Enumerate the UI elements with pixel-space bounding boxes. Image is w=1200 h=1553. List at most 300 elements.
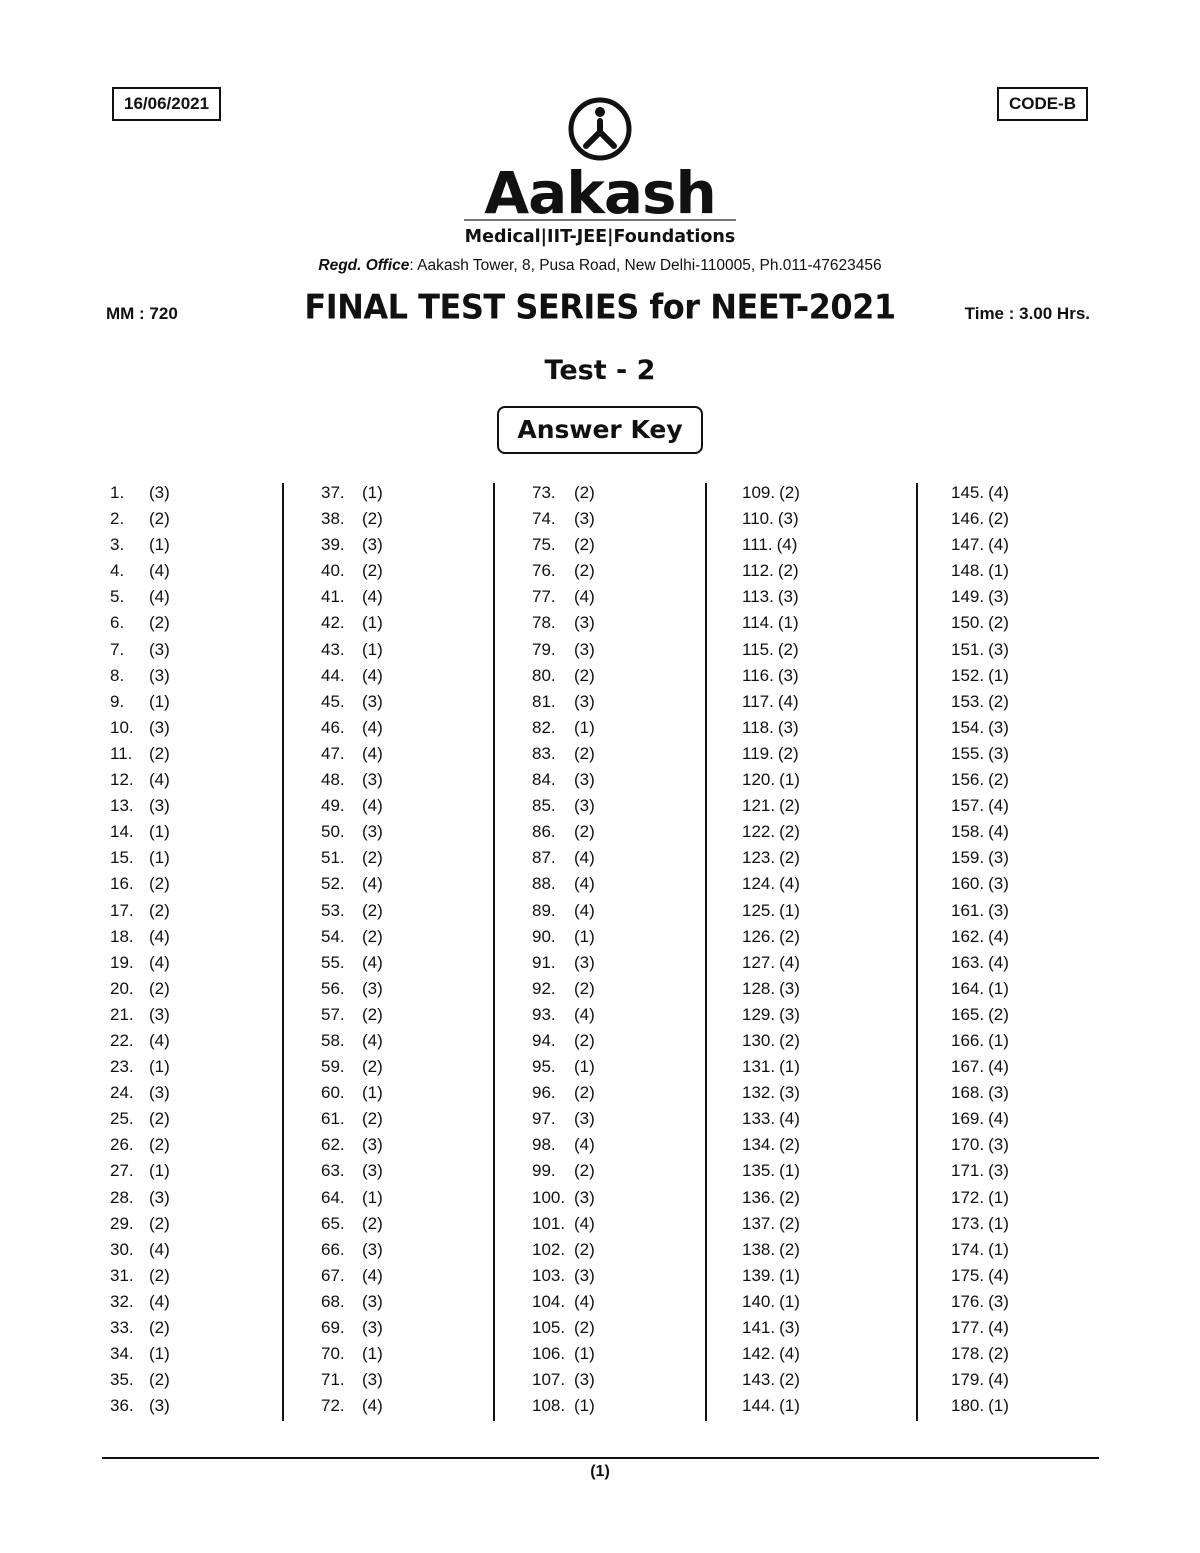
question-number: 135. xyxy=(742,1161,776,1181)
answer-row xyxy=(532,1054,595,1080)
answer-row xyxy=(951,715,1009,741)
answer-option: (2) xyxy=(779,1213,800,1233)
question-number: 26. xyxy=(110,1135,134,1155)
answer-row xyxy=(321,1106,383,1132)
answer-row xyxy=(951,610,1009,636)
question-number: 14. xyxy=(110,822,134,842)
question-number: 45. xyxy=(321,691,345,711)
answer-row xyxy=(532,767,595,793)
answer-option: (1) xyxy=(779,1291,800,1311)
answer-option: (3) xyxy=(988,1135,1009,1155)
question-number: 63. xyxy=(321,1161,345,1181)
logo-tagline: Medical|IIT-JEE|Foundations xyxy=(464,227,736,247)
answer-row xyxy=(110,1211,170,1237)
answer-option: (1) xyxy=(362,1083,383,1103)
answer-row xyxy=(110,1080,170,1106)
answer-row xyxy=(110,1263,170,1289)
question-number: 69. xyxy=(321,1318,345,1337)
question-number: 144. xyxy=(742,1396,776,1416)
answer-option: (4) xyxy=(149,770,170,790)
answer-option: (2) xyxy=(988,509,1009,529)
question-number: 8. xyxy=(110,665,125,685)
answer-option: (3) xyxy=(149,639,170,659)
answer-option: (2) xyxy=(574,1161,595,1181)
answer-row xyxy=(951,1185,1009,1211)
answer-row xyxy=(321,871,383,897)
answer-row xyxy=(951,532,1009,558)
answer-option: (3) xyxy=(779,1083,800,1103)
answer-row xyxy=(321,819,383,845)
answer-row xyxy=(321,793,383,819)
answer-option: (2) xyxy=(779,1030,800,1050)
answer-option: (3) xyxy=(362,822,383,842)
question-number: 41. xyxy=(321,587,345,607)
question-number: 29. xyxy=(110,1213,134,1233)
answer-option: (3) xyxy=(574,796,595,816)
answer-option: (4) xyxy=(574,874,595,894)
question-number: 18. xyxy=(110,926,134,946)
answer-row xyxy=(532,1315,595,1341)
answer-option: (2) xyxy=(149,1213,170,1233)
question-number: 161. xyxy=(951,900,985,920)
question-number: 179. xyxy=(951,1370,985,1390)
answer-row xyxy=(951,1028,1009,1054)
answer-row xyxy=(110,715,170,741)
question-number: 162. xyxy=(951,926,985,946)
answer-option: (3) xyxy=(362,1318,383,1337)
question-number: 74. xyxy=(532,509,556,529)
answer-option: (2) xyxy=(574,1318,595,1337)
answer-option: (3) xyxy=(988,1161,1009,1181)
answer-row xyxy=(321,637,383,663)
answer-row xyxy=(742,1315,800,1341)
answer-row xyxy=(110,689,170,715)
answer-row xyxy=(321,1080,383,1106)
question-number: 127. xyxy=(742,952,776,972)
test-title: Test - 2 xyxy=(544,355,656,386)
answer-row xyxy=(532,1237,595,1263)
answer-row xyxy=(532,610,595,636)
answer-row xyxy=(321,1341,383,1367)
question-number: 54. xyxy=(321,926,345,946)
answer-option: (2) xyxy=(362,900,383,920)
answer-row xyxy=(532,1185,595,1211)
answer-option: (4) xyxy=(779,952,800,972)
question-number: 51. xyxy=(321,848,345,868)
answer-option: (3) xyxy=(574,691,595,711)
answer-row xyxy=(110,1393,170,1419)
page-number: (1) xyxy=(590,1463,610,1480)
answer-row xyxy=(321,845,383,871)
answer-option: (1) xyxy=(362,639,383,659)
column-divider xyxy=(282,483,284,1421)
answer-option: (2) xyxy=(362,1109,383,1129)
answer-row xyxy=(951,1263,1009,1289)
question-number: 21. xyxy=(110,1004,134,1024)
question-number: 79. xyxy=(532,639,556,659)
question-number: 60. xyxy=(321,1083,345,1103)
answer-option: (3) xyxy=(362,770,383,790)
answer-row xyxy=(742,950,800,976)
question-number: 153. xyxy=(951,691,985,711)
aakash-emblem-icon xyxy=(571,100,629,158)
answer-option: (2) xyxy=(988,613,1009,633)
answer-row xyxy=(110,1002,170,1028)
answer-row xyxy=(951,819,1009,845)
answer-option: (4) xyxy=(362,743,383,763)
answer-option: (2) xyxy=(362,509,383,529)
question-number: 142. xyxy=(742,1344,776,1364)
answer-row xyxy=(951,976,1009,1002)
question-number: 65. xyxy=(321,1213,345,1233)
answer-row xyxy=(532,584,595,610)
answer-row xyxy=(532,898,595,924)
answer-row xyxy=(951,1002,1009,1028)
answer-row xyxy=(110,1106,170,1132)
answer-option: (4) xyxy=(988,796,1009,816)
answer-option: (2) xyxy=(779,926,800,946)
question-number: 36. xyxy=(110,1396,134,1416)
answer-option: (2) xyxy=(574,822,595,842)
answer-option: (2) xyxy=(362,561,383,581)
answer-row xyxy=(532,1080,595,1106)
answer-option: (2) xyxy=(574,1239,595,1259)
answer-row xyxy=(742,1080,800,1106)
question-number: 129. xyxy=(742,1004,776,1024)
answer-option: (3) xyxy=(574,770,595,790)
question-number: 23. xyxy=(110,1057,134,1077)
question-number: 143. xyxy=(742,1370,776,1390)
answer-option: (4) xyxy=(574,848,595,868)
answer-row xyxy=(742,689,800,715)
answer-option: (2) xyxy=(362,848,383,868)
answer-row xyxy=(321,924,383,950)
question-number: 87. xyxy=(532,848,556,868)
question-number: 139. xyxy=(742,1265,776,1285)
answer-option: (3) xyxy=(574,1370,595,1390)
answer-column-3 xyxy=(532,480,595,1419)
answer-option: (3) xyxy=(149,1083,170,1103)
question-number: 123. xyxy=(742,848,776,868)
answer-option: (3) xyxy=(362,535,383,555)
answer-row xyxy=(951,1158,1009,1184)
answer-option: (3) xyxy=(362,1370,383,1390)
answer-option: (4) xyxy=(362,1265,383,1285)
answer-option: (4) xyxy=(149,1291,170,1311)
answer-option: (4) xyxy=(362,665,383,685)
answer-option: (3) xyxy=(779,1004,800,1024)
answer-row xyxy=(742,1393,800,1419)
answer-option: (1) xyxy=(574,717,595,737)
question-number: 164. xyxy=(951,978,985,998)
question-number: 131. xyxy=(742,1057,776,1077)
answer-option: (4) xyxy=(776,535,798,555)
answer-row xyxy=(951,1367,1009,1393)
question-number: 27. xyxy=(110,1161,134,1181)
answer-row xyxy=(532,1002,595,1028)
answer-option: (1) xyxy=(574,1396,595,1416)
question-number: 118. xyxy=(742,717,774,737)
question-number: 157. xyxy=(951,796,985,816)
answer-option: (3) xyxy=(988,1291,1009,1311)
answer-option: (3) xyxy=(574,639,595,659)
answer-option: (4) xyxy=(574,1135,595,1155)
question-number: 86. xyxy=(532,822,556,842)
answer-row xyxy=(951,637,1009,663)
answer-row xyxy=(110,1341,170,1367)
answer-option: (3) xyxy=(362,1291,383,1311)
regd-office-address: : Aakash Tower, 8, Pusa Road, New Delhi-110005, Ph.011-47623456 xyxy=(409,257,882,274)
answer-option: (2) xyxy=(779,1135,800,1155)
question-number: 150. xyxy=(951,613,985,633)
answer-option: (1) xyxy=(362,1187,383,1207)
question-number: 48. xyxy=(321,770,345,790)
answer-row xyxy=(110,898,170,924)
question-number: 94. xyxy=(532,1030,556,1050)
answer-row xyxy=(951,950,1009,976)
answer-row xyxy=(742,663,800,689)
answer-option: (3) xyxy=(362,978,383,998)
question-number: 109. xyxy=(742,483,776,502)
answer-row xyxy=(742,1106,800,1132)
question-number: 78. xyxy=(532,613,556,633)
answer-row xyxy=(110,924,170,950)
answer-row xyxy=(951,1132,1009,1158)
question-number: 28. xyxy=(110,1187,134,1207)
answer-row xyxy=(110,871,170,897)
question-number: 38. xyxy=(321,509,345,529)
answer-option: (3) xyxy=(149,1187,170,1207)
question-number: 147. xyxy=(951,535,985,555)
question-number: 68. xyxy=(321,1291,345,1311)
question-number: 104. xyxy=(532,1291,566,1311)
answer-option: (4) xyxy=(988,483,1009,502)
answer-row xyxy=(532,637,595,663)
question-number: 2. xyxy=(110,509,125,529)
column-divider xyxy=(916,483,918,1421)
answer-row xyxy=(321,1367,383,1393)
answer-option: (3) xyxy=(777,587,799,607)
answer-option: (2) xyxy=(988,1004,1009,1024)
answer-option: (2) xyxy=(149,613,170,633)
answer-row xyxy=(110,584,170,610)
question-number: 119. xyxy=(742,743,774,763)
answer-row xyxy=(742,480,800,506)
answer-option: (4) xyxy=(149,1239,170,1259)
question-number: 59. xyxy=(321,1057,345,1077)
answer-option: (3) xyxy=(988,848,1009,868)
answer-option: (2) xyxy=(988,691,1009,711)
answer-row xyxy=(742,845,800,871)
answer-row xyxy=(951,1211,1009,1237)
question-number: 19. xyxy=(110,952,134,972)
answer-option: (2) xyxy=(149,743,170,763)
question-number: 122. xyxy=(742,822,776,842)
answer-row xyxy=(951,1080,1009,1106)
question-number: 32. xyxy=(110,1291,134,1311)
answer-column-5 xyxy=(951,480,1009,1419)
answer-row xyxy=(951,741,1009,767)
answer-row xyxy=(110,1028,170,1054)
answer-row xyxy=(742,1263,800,1289)
question-number: 178. xyxy=(951,1344,985,1364)
question-number: 24. xyxy=(110,1083,134,1103)
answer-row xyxy=(110,1054,170,1080)
question-number: 101. xyxy=(532,1213,566,1233)
question-number: 138. xyxy=(742,1239,776,1259)
answer-option: (1) xyxy=(149,1161,170,1181)
question-number: 57. xyxy=(321,1004,345,1024)
answer-option: (2) xyxy=(988,770,1009,790)
question-number: 12. xyxy=(110,770,134,790)
question-number: 173. xyxy=(951,1213,985,1233)
answer-row xyxy=(951,898,1009,924)
answer-row xyxy=(951,1289,1009,1315)
question-number: 84. xyxy=(532,770,556,790)
answer-option: (2) xyxy=(149,1135,170,1155)
answer-row xyxy=(532,1028,595,1054)
answer-row xyxy=(742,1158,800,1184)
answer-row xyxy=(951,663,1009,689)
question-number: 133. xyxy=(742,1109,776,1129)
question-number: 49. xyxy=(321,796,345,816)
answer-option: (1) xyxy=(988,1187,1009,1207)
answer-option: (2) xyxy=(779,1187,800,1207)
answer-row xyxy=(532,1367,595,1393)
question-number: 71. xyxy=(321,1370,345,1390)
answer-option: (3) xyxy=(988,717,1009,737)
answer-option: (1) xyxy=(149,691,170,711)
question-number: 25. xyxy=(110,1109,134,1129)
answer-option: (1) xyxy=(988,561,1009,581)
paper-code: CODE-B xyxy=(1008,94,1076,113)
answer-option: (3) xyxy=(574,509,595,529)
answer-option: (4) xyxy=(988,822,1009,842)
answer-row xyxy=(742,898,800,924)
answer-row xyxy=(532,976,595,1002)
question-number: 130. xyxy=(742,1030,776,1050)
series-title: FINAL TEST SERIES for NEET-2021 xyxy=(304,287,896,327)
question-number: 103. xyxy=(532,1265,566,1285)
question-number: 76. xyxy=(532,561,556,581)
answer-option: (3) xyxy=(988,874,1009,894)
question-number: 53. xyxy=(321,900,345,920)
answer-row xyxy=(532,1132,595,1158)
question-number: 146. xyxy=(951,509,985,529)
answer-option: (3) xyxy=(988,1083,1009,1103)
answer-row xyxy=(110,741,170,767)
answer-option: (1) xyxy=(988,1030,1009,1050)
question-number: 107. xyxy=(532,1370,566,1390)
answer-option: (4) xyxy=(362,952,383,972)
question-number: 16. xyxy=(110,874,134,894)
answer-row xyxy=(742,767,800,793)
answer-row xyxy=(321,1028,383,1054)
answer-option: (4) xyxy=(574,587,595,607)
answer-option: (4) xyxy=(988,952,1009,972)
answer-option: (2) xyxy=(779,822,800,842)
question-number: 102. xyxy=(532,1239,566,1259)
answer-row xyxy=(951,871,1009,897)
answer-row xyxy=(321,898,383,924)
answer-row xyxy=(532,1289,595,1315)
question-number: 33. xyxy=(110,1318,134,1337)
answer-option: (3) xyxy=(988,900,1009,920)
answer-option: (3) xyxy=(988,587,1009,607)
question-number: 90. xyxy=(532,926,556,946)
answer-row xyxy=(951,689,1009,715)
answer-column-4 xyxy=(742,480,800,1419)
answer-row xyxy=(532,558,595,584)
question-number: 163. xyxy=(951,952,985,972)
answer-row xyxy=(951,506,1009,532)
answer-option: (1) xyxy=(777,613,799,633)
answer-row xyxy=(532,1263,595,1289)
answer-row xyxy=(110,480,170,506)
question-number: 5. xyxy=(110,587,125,607)
answer-option: (1) xyxy=(574,926,595,946)
question-number: 99. xyxy=(532,1161,556,1181)
answer-row xyxy=(742,871,800,897)
question-number: 98. xyxy=(532,1135,556,1155)
answer-option: (1) xyxy=(149,1057,170,1077)
question-number: 166. xyxy=(951,1030,985,1050)
answer-row xyxy=(321,767,383,793)
answer-row xyxy=(110,610,170,636)
max-marks: MM : 720 xyxy=(106,304,178,323)
answer-option: (2) xyxy=(777,639,799,659)
question-number: 180. xyxy=(951,1396,985,1416)
answer-option: (4) xyxy=(149,926,170,946)
question-number: 6. xyxy=(110,613,125,633)
answer-option: (3) xyxy=(574,1187,595,1207)
answer-option: (4) xyxy=(362,1396,383,1416)
regd-office xyxy=(0,257,1200,275)
question-number: 165. xyxy=(951,1004,985,1024)
answer-row xyxy=(742,610,800,636)
answer-row xyxy=(110,1132,170,1158)
answer-option: (1) xyxy=(779,1161,800,1181)
answer-row xyxy=(321,1315,383,1341)
question-number: 116. xyxy=(742,665,774,685)
answer-row xyxy=(951,584,1009,610)
question-number: 117. xyxy=(742,691,774,711)
answer-row xyxy=(110,950,170,976)
answer-row xyxy=(321,715,383,741)
answer-option: (1) xyxy=(779,1057,800,1077)
answer-option: (2) xyxy=(574,1083,595,1103)
answer-row xyxy=(951,1237,1009,1263)
answer-row xyxy=(532,480,595,506)
answer-option: (1) xyxy=(779,1396,800,1416)
question-number: 177. xyxy=(951,1318,985,1337)
answer-option: (1) xyxy=(362,613,383,633)
answer-option: (1) xyxy=(362,483,383,502)
answer-option: (4) xyxy=(779,1109,800,1129)
answer-option: (3) xyxy=(777,665,799,685)
answer-row xyxy=(951,767,1009,793)
question-number: 168. xyxy=(951,1083,985,1103)
answer-row xyxy=(532,1393,595,1419)
answer-option: (3) xyxy=(777,509,799,529)
answer-option: (1) xyxy=(149,535,170,555)
answer-row xyxy=(321,1002,383,1028)
question-number: 93. xyxy=(532,1004,556,1024)
answer-option: (2) xyxy=(362,926,383,946)
answer-row xyxy=(742,1341,800,1367)
answer-row xyxy=(532,1341,595,1367)
question-number: 113. xyxy=(742,587,774,607)
